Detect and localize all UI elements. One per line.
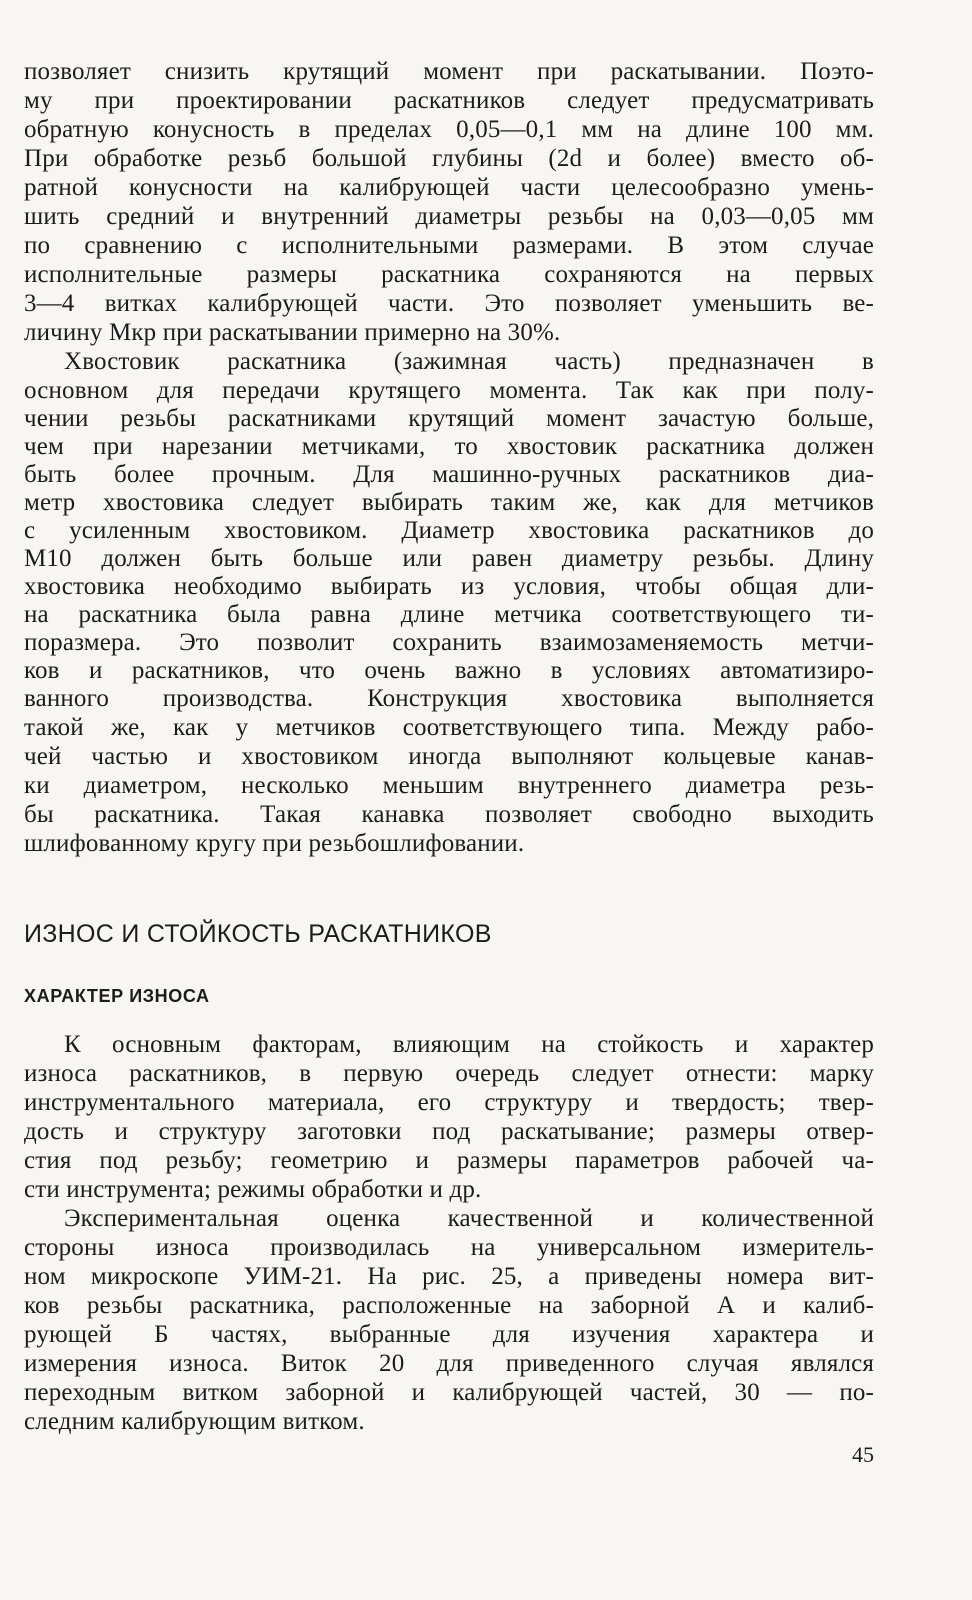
- text-line: ратной конусности на калибрующей части целесообразно умень-: [24, 174, 874, 201]
- text-line: бы раскатника. Такая канавка позволяет свободно выходить: [24, 801, 874, 828]
- text-line: метр хвостовика следует выбирать таким же, как для метчиков: [24, 489, 874, 516]
- subsection-title: ХАРАКТЕР ИЗНОСА: [24, 986, 210, 1006]
- text-line: ки диаметром, несколько меньшим внутреннего диаметра резь-: [24, 772, 874, 799]
- text-line: ков и раскатников, что очень важно в условиях автоматизиро-: [24, 657, 874, 684]
- text-line: измерения износа. Виток 20 для приведенного случая являлся: [24, 1350, 874, 1377]
- text-line: следним калибрующим витком.: [24, 1408, 365, 1435]
- text-line: личину Mкр при раскатывании примерно на 30%.: [24, 319, 561, 346]
- text-line: ванного производства. Конструкция хвостовика выполняется: [24, 685, 874, 712]
- section-title: ИЗНОС И СТОЙКОСТЬ РАСКАТНИКОВ: [24, 920, 492, 948]
- text-line: ков резьбы раскатника, расположенные на заборной А и калиб-: [24, 1292, 874, 1319]
- text-line: быть более прочным. Для машинно-ручных раскатников диа-: [24, 461, 874, 488]
- text-line: переходным витком заборной и калибрующей частей, 30 — по-: [24, 1379, 874, 1406]
- text-line: шлифованному кругу при резьбошлифовании.: [24, 830, 525, 857]
- text-line: стия под резьбу; геометрию и размеры параметров рабочей ча-: [24, 1147, 874, 1174]
- text-line: сти инструмента; режимы обработки и др.: [24, 1176, 482, 1203]
- text-line: чем при нарезании метчиками, то хвостовик раскатника должен: [24, 433, 874, 460]
- text-line: по сравнению с исполнительными размерами. В этом случае: [24, 232, 874, 259]
- text-line: чении резьбы раскатниками крутящий момент зачастую больше,: [24, 405, 874, 432]
- text-line: поразмера. Это позволит сохранить взаимозаменяемость метчи-: [24, 629, 874, 656]
- text-line: чей частью и хвостовиком иногда выполняют кольцевые канав-: [24, 743, 874, 770]
- text-line: ном микроскопе УИМ-21. На рис. 25, а приведены номера вит-: [24, 1263, 874, 1290]
- text-line: позволяет снизить крутящий момент при раскатывании. Поэто-: [24, 58, 874, 85]
- text-line: му при проектировании раскатников следует предусматривать: [24, 87, 874, 114]
- text-line: М10 должен быть больше или равен диаметру резьбы. Длину: [24, 545, 874, 572]
- text-line: дость и структуру заготовки под раскатывание; размеры отвер-: [24, 1118, 874, 1145]
- text-line: инструментального материала, его структуру и твердость; твер-: [24, 1089, 874, 1116]
- text-line: основном для передачи крутящего момента. Так как при полу-: [24, 377, 874, 404]
- text-line: К основным факторам, влияющим на стойкость и характер: [64, 1031, 874, 1058]
- text-line: такой же, как у метчиков соответствующего типа. Между рабо-: [24, 714, 874, 741]
- text-line: рующей Б частях, выбранные для изучения характера и: [24, 1321, 874, 1348]
- text-line: на раскатника была равна длине метчика соответствующего ти-: [24, 601, 874, 628]
- text-line: хвостовика необходимо выбирать из условия, чтобы общая дли-: [24, 573, 874, 600]
- text-line: 3—4 витках калибрующей части. Это позволяет уменьшить ве-: [24, 290, 874, 317]
- text-line: обратную конусность в пределах 0,05—0,1 мм на длине 100 мм.: [24, 116, 874, 143]
- text-line: При обработке резьб большой глубины (2d и более) вместо об-: [24, 145, 874, 172]
- text-line: исполнительные размеры раскатника сохраняются на первых: [24, 261, 874, 288]
- text-line: Хвостовик раскатника (зажимная часть) предназначен в: [64, 348, 874, 375]
- text-line: Экспериментальная оценка качественной и количественной: [64, 1205, 874, 1232]
- text-line: шить средний и внутренний диаметры резьбы на 0,03—0,05 мм: [24, 203, 874, 230]
- text-line: стороны износа производилась на универсальном измеритель-: [24, 1234, 874, 1261]
- text-line: с усиленным хвостовиком. Диаметр хвостовика раскатников до: [24, 517, 874, 544]
- page-number: 45: [852, 1442, 874, 1467]
- text-line: износа раскатников, в первую очередь следует отнести: марку: [24, 1060, 874, 1087]
